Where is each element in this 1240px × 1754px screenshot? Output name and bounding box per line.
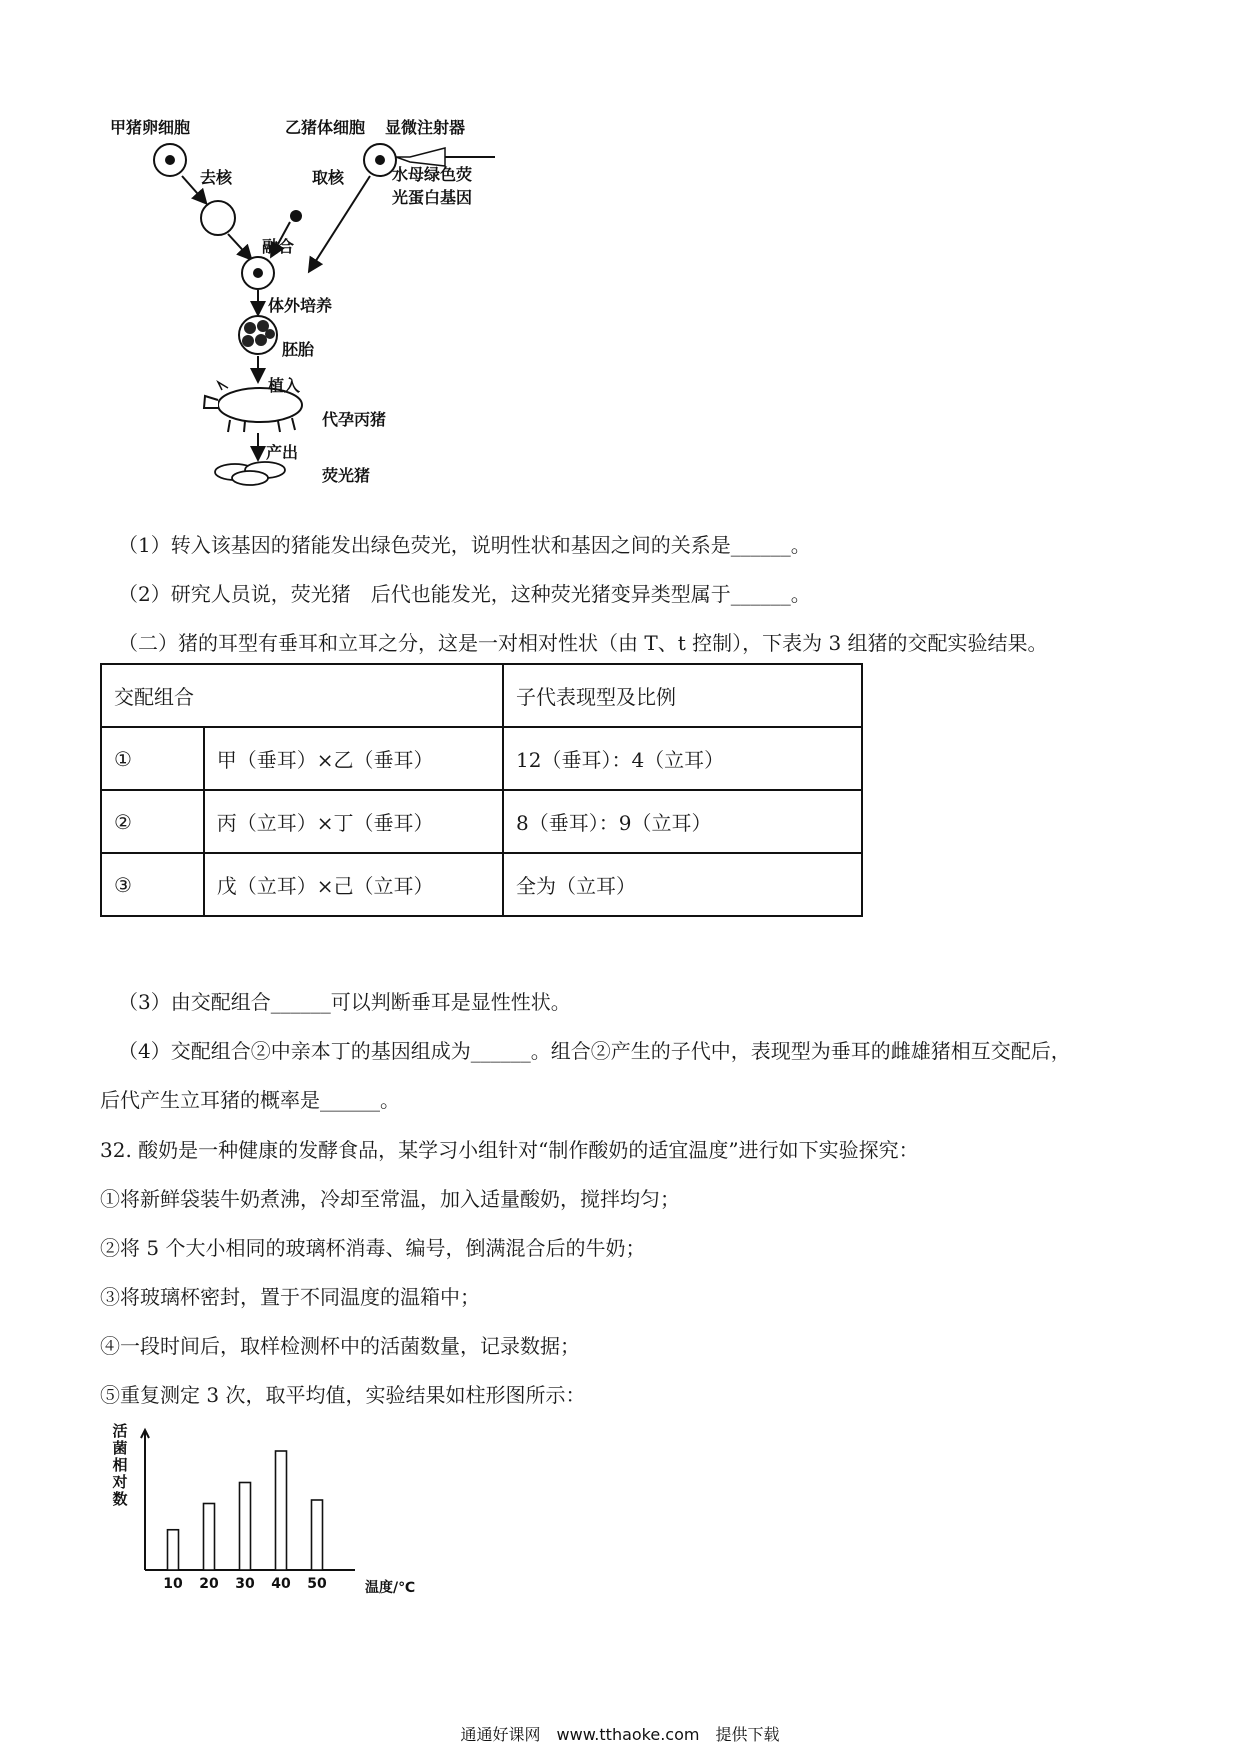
- microinjector-icon: [396, 148, 495, 166]
- row-number: ③: [101, 853, 204, 916]
- nucleus-icon: [290, 210, 302, 222]
- bar: [276, 1451, 287, 1570]
- label-implant: 植入: [268, 376, 301, 395]
- row-number: ①: [101, 727, 204, 790]
- question-1: （1）转入该基因的猪能发出绿色荧光，说明性状和基因之间的关系是______。: [118, 533, 811, 557]
- question-4-line2: 后代产生立耳猪的概率是______。: [100, 1088, 400, 1112]
- row-result: 全为（立耳）: [503, 853, 862, 916]
- label-culture: 体外培养: [268, 296, 333, 315]
- q32-step-5: ⑤重复测定 3 次，取平均值，实验结果如柱形图所示：: [100, 1383, 586, 1407]
- question-3: （3）由交配组合______可以判断垂耳是显性性状。: [118, 990, 571, 1014]
- part-2-intro: （二）猪的耳型有垂耳和立耳之分，这是一对相对性状（由 T、t 控制），下表为 3 组猪的交配实验结果。: [118, 631, 1048, 655]
- enucleated-egg-icon: [201, 201, 235, 235]
- label-gene-line2: 光蛋白基因: [392, 188, 473, 207]
- row-number: ②: [101, 790, 204, 853]
- label-fusion: 融合: [262, 237, 295, 256]
- label-microinjector: 显微注射器: [385, 118, 466, 137]
- label-surrogate: 代孕丙猪: [322, 410, 387, 429]
- question-4-line1: （4）交配组合②中亲本丁的基因组成为______。组合②产生的子代中，表现型为垂耳的雌雄猪相互交配后，: [118, 1039, 1071, 1063]
- label-gene-line1: 水母绿色荧: [392, 165, 473, 184]
- x-tick-label: 20: [199, 1576, 219, 1592]
- header-result: 子代表现型及比例: [503, 664, 862, 727]
- bar: [204, 1504, 215, 1571]
- bar: [240, 1483, 251, 1571]
- bar: [168, 1530, 179, 1570]
- header-combo: 交配组合: [101, 664, 503, 727]
- row-cross: 戊（立耳）×己（立耳）: [204, 853, 503, 916]
- x-tick-label: 50: [307, 1576, 327, 1592]
- q32-step-2: ②将 5 个大小相同的玻璃杯消毒、编号，倒满混合后的牛奶；: [100, 1236, 646, 1260]
- label-body-cell: 乙猪体细胞: [285, 118, 366, 137]
- question-2: （2）研究人员说，荧光猪 后代也能发光，这种荧光猪变异类型属于______。: [118, 582, 811, 606]
- row-cross: 甲（垂耳）×乙（垂耳）: [204, 727, 503, 790]
- fluorescent-piglets-icon: [215, 462, 285, 485]
- table-row: [101, 727, 862, 790]
- y-axis-label-char: 菌: [112, 1439, 128, 1457]
- chart-svg: [110, 1420, 420, 1600]
- x-axis-label: 温度/℃: [364, 1580, 416, 1596]
- label-egg-cell: 甲猪卵细胞: [110, 118, 191, 137]
- x-tick-label: 10: [163, 1576, 183, 1592]
- table-row: [101, 790, 862, 853]
- q32-step-1: ①将新鲜袋装牛奶煮沸，冷却至常温，加入适量酸奶，搅拌均匀；: [100, 1187, 680, 1211]
- y-axis-label-char: 相: [112, 1456, 128, 1474]
- label-embryo: 胚胎: [282, 340, 315, 359]
- embryo-icon: [239, 316, 277, 354]
- row-result: 12（垂耳）：4（立耳）: [503, 727, 862, 790]
- label-take-nucleus: 取核: [312, 168, 345, 187]
- row-result: 8（垂耳）：9（立耳）: [503, 790, 862, 853]
- q32-step-4: ④一段时间后，取样检测杯中的活菌数量，记录数据；: [100, 1334, 580, 1358]
- egg-cell-icon: [154, 144, 186, 176]
- label-enucleate: 去核: [200, 168, 233, 187]
- y-axis-label-char: 数: [112, 1490, 128, 1508]
- bacteria-bar-chart: [110, 1420, 420, 1600]
- table-header-row: [101, 664, 862, 727]
- fused-cell-icon: [242, 257, 274, 289]
- label-fluorescent-pig: 荧光猪: [322, 466, 371, 485]
- mating-results-table: [100, 663, 863, 917]
- x-tick-label: 30: [235, 1576, 255, 1592]
- x-tick-label: 40: [271, 1576, 291, 1592]
- row-cross: 丙（立耳）×丁（垂耳）: [204, 790, 503, 853]
- bar: [312, 1500, 323, 1570]
- table-row: [101, 853, 862, 916]
- y-axis-label-char: 活: [112, 1422, 128, 1440]
- question-32-intro: 32. 酸奶是一种健康的发酵食品，某学习小组针对“制作酸奶的适宜温度”进行如下实验探究：: [100, 1138, 919, 1162]
- page-footer: 通通好课网 www.tthaoke.com 提供下载: [460, 1725, 780, 1744]
- q32-step-3: ③将玻璃杯密封，置于不同温度的温箱中；: [100, 1285, 480, 1309]
- y-axis-label-char: 对: [112, 1473, 128, 1491]
- label-produce: 产出: [266, 443, 299, 462]
